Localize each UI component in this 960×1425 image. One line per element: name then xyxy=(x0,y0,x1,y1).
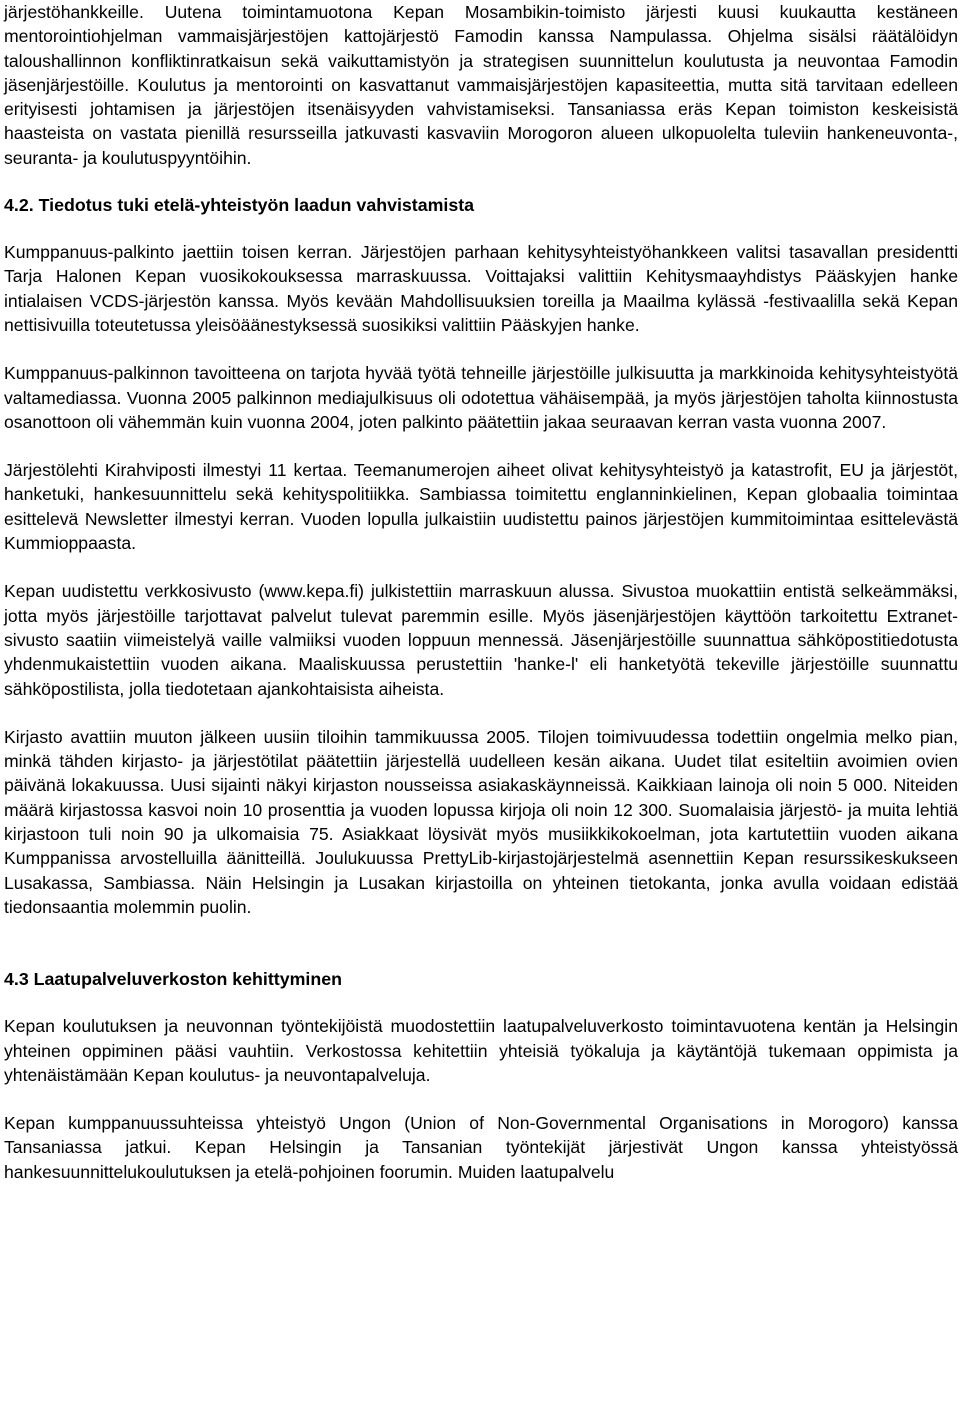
section-number: 4.3 xyxy=(4,969,29,990)
paragraph-ungo-yhteistyo: Kepan kumppanuussuhteissa yhteistyö Ungon (Union of Non-Governmental Organisations in Morogoro) kanssa Tansaniassa jatkui. Kepan Helsingin ja Tansanian työntekijät järjestivät Ungon kanssa yhteistyössä hankesuunnittelukoulutuksen ja etelä-pohjoinen foorumin. Muiden laatupalvelu xyxy=(4,1113,958,1182)
section-title: Laatupalveluverkoston kehittyminen xyxy=(28,969,342,990)
paragraph-laatupalveluverkosto: Kepan koulutuksen ja neuvonnan työntekijöistä muodostettiin laatupalveluverkosto toimintavuotena kentän ja Helsingin yhteinen oppiminen pääsi vauhtiin. Verkostossa kehitettiin yhteisiä työkaluja ja käytäntöjä tukemaan oppimista ja yhtenäistämään Kepan koulutus- ja neuvontapalveluja. xyxy=(4,1016,958,1085)
paragraph-palkinnon-tavoite: Kumppanuus-palkinnon tavoitteena on tarjota hyvää työtä tehneille järjestöille julkisuutta ja markkinoida kehitysyhteistyötä valtamediassa. Vuonna 2005 palkinnon mediajulkisuus oli odotettua vähäisempää, ja myös järjestöjen taholta kiinnostusta osanottoon oli vähemmän kuin vuonna 2004, joten palkinto päätettiin jakaa seuraavan kerran vasta vuonna 2007. xyxy=(4,363,958,432)
section-heading-4-2 xyxy=(4,193,958,217)
paragraph-kumppanuus-palkinto: Kumppanuus-palkinto jaettiin toisen kerran. Järjestöjen parhaan kehitysyhteistyöhankkeen valitsi tasavallan presidentti Tarja Halonen Kepan vuosikokouksessa marraskuussa. Voittajaksi valittiin Kehitysmaayhdistys Pääskyjen hanke intialaisen VCDS-järjestön kanssa. Myös kevään Mahdollisuuksien toreilla ja Maailma kylässä -festivaalilla sekä Kepan nettisivuilla toteutetussa yleisöäänestyksessä suosikiksi valittiin Pääskyjen hanke. xyxy=(4,242,958,335)
paragraph-verkkosivusto: Kepan uudistettu verkkosivusto (www.kepa.fi) julkistettiin marraskuun alussa. Sivustoa muokattiin entistä selkeämmäksi, jotta myös järjestöille tarjottavat palvelut tulevat paremmin esille. Myös jäsenjärjestöjen käyttöön tarkoitettu Extranet-sivusto saatiin viimeistelyä vaille valmiiksi vuoden loppuun mennessä. Jäsenjärjestöille suunnattua sähköpostitiedotusta yhdenmukaistettiin vuoden aikana. Maaliskuussa perustettiin 'hanke-l' eli hanketyötä tekeville järjestöille suunnattu sähköpostilista, jolla tiedotetaan ajankohtaisista aiheista. xyxy=(4,581,958,699)
section-title: Tiedotus tuki etelä-yhteistyön laadun vahvistamista xyxy=(33,195,475,216)
paragraph-kirjasto: Kirjasto avattiin muuton jälkeen uusiin tiloihin tammikuussa 2005. Tilojen toimivuudessa todettiin ongelmia melko pian, minkä tähden kirjasto- ja järjestötilat päätettiin järjestellä uudelleen kesän aikana. Uudet tilat esiteltiin avoimien ovien päivänä lokakuussa. Uusi sijainti näkyi kirjaston nousseissa asiakaskäynneissä. Kaikkiaan lainoja oli noin 5 000. Niteiden määrä kirjastossa kasvoi noin 10 prosenttia ja vuoden lopussa kirjoja oli noin 12 300. Suomalaisia järjestö- ja muita lehtiä kirjastoon tuli noin 90 ja ulkomaisia 75. Asiakkaat löysivät myös musiikkikokoelman, jota kartutettiin vuoden aikana Kumppanissa arvostelluilla äänitteillä. Joulukuussa PrettyLib-kirjastojärjestelmä asennettiin Kepan resurssikeskukseen Lusakassa, Sambiassa. Näin Helsingin ja Lusakan kirjastoilla on yhteinen tietokanta, jonka avulla voidaan edistää tiedonsaantia molemmin puolin. xyxy=(4,726,958,917)
section-number: 4.2. xyxy=(4,195,34,216)
document-page xyxy=(4,0,958,1184)
paragraph-kirahviposti: Järjestölehti Kirahviposti ilmestyi 11 kertaa. Teemanumerojen aiheet olivat kehitysyhteistyö ja katastrofit, EU ja järjestöt, hanketuki, hankesuunnittelu sekä kehityspolitiikka. Sambiassa toimitettu englanninkielinen, Kepan globaalia toimintaa esittelevä Newsletter ilmestyi kerran. Vuoden lopulla julkaistiin uudistettu painos järjestöjen kummitoimintaa esittelevästä Kummioppaasta. xyxy=(4,460,958,554)
intro-paragraph: järjestöhankkeille. Uutena toimintamuotona Kepan Mosambikin-toimisto järjesti kuusi kuukautta kestäneen mentorointiohjelman vammaisjärjestöjen kattojärjestö Famodin kanssa Nampulassa. Ohjelma sisälsi räätälöidyn taloushallinnon konfliktinratkaisun sekä vaikuttamistyön ja strategisen suunnittelun koulutusta ja neuvontaa Famodin jäsenjärjestöille. Koulutus ja mentorointi on kasvattanut vammaisjärjestöjen kapasiteettia, mutta sitä tarvitaan edelleen erityisesti johtamisen ja järjestöjen itsenäisyyden vahvistamiseksi. Tansaniassa eräs Kepan toimiston keskeisistä haasteista on vastata pienillä resursseilla jatkuvasti kasvaviin Morogoron alueen ulkopuolelta tuleviin hankeneuvonta-, seuranta- ja koulutuspyyntöihin. xyxy=(4,2,958,168)
section-heading-4-3 xyxy=(4,967,958,991)
